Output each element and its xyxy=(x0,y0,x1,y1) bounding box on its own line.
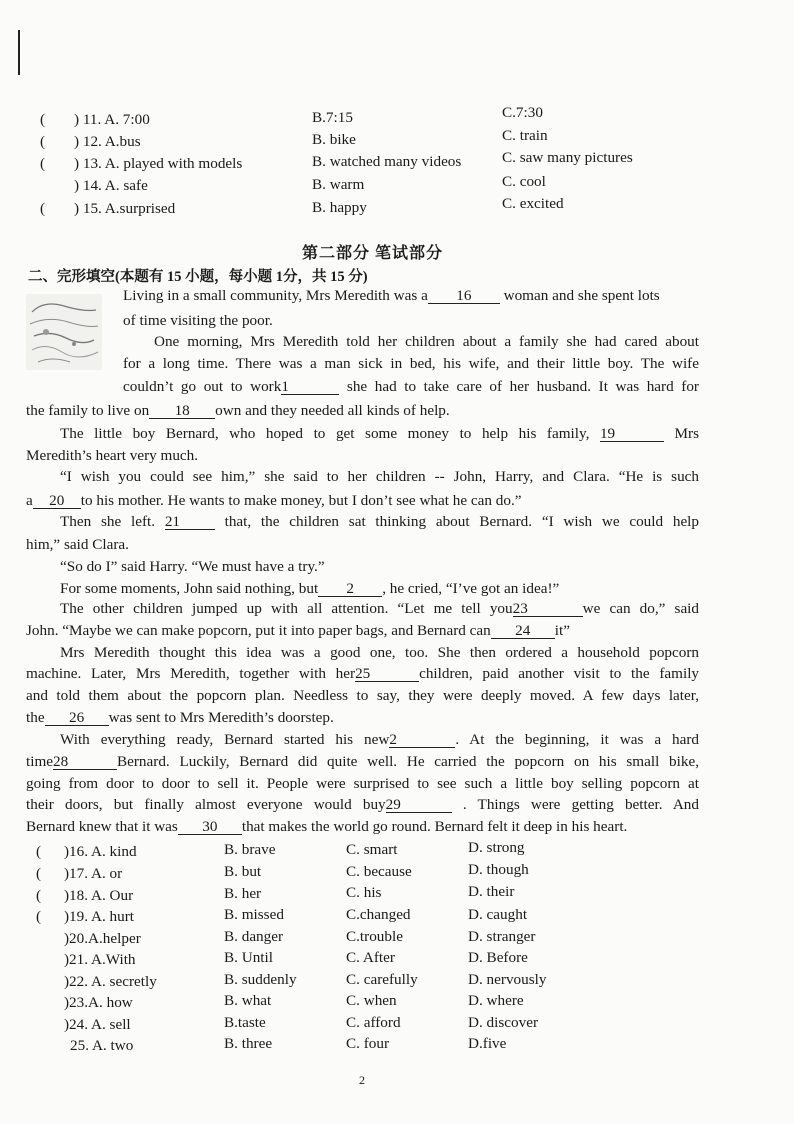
illustration-thumbnail xyxy=(24,292,104,372)
option-c: C. his xyxy=(346,884,382,901)
answer-paren: ( xyxy=(36,887,42,904)
blank-17: 1 xyxy=(281,379,339,395)
option-b: B. suddenly xyxy=(224,971,297,988)
option-d: D. nervously xyxy=(468,971,547,988)
option-c: C. four xyxy=(346,1035,390,1052)
option-d: D. where xyxy=(468,992,524,1009)
passage-line: their doors, but finally almost everyone would buy29 . Things were getting better. And xyxy=(26,796,699,813)
passage-line: the 26 was sent to Mrs Meredith’s doorstep. xyxy=(26,709,334,726)
blank-22: 2 xyxy=(318,581,382,597)
passage-line: One morning, Mrs Meredith told her children about a family she had cared about xyxy=(154,333,699,350)
passage-line: Then she left. 21 that, the children sat thinking about Bernard. “I wish we could help xyxy=(60,513,699,530)
option-c: C. saw many pictures xyxy=(502,149,633,166)
option-b: B. but xyxy=(224,863,262,880)
option-b: B.taste xyxy=(224,1014,266,1031)
margin-bar xyxy=(18,30,20,75)
question-17: )17. A. or xyxy=(64,865,123,882)
option-c: C. when xyxy=(346,992,397,1009)
option-b: B. danger xyxy=(224,928,284,945)
section-heading: 二、完形填空(本题有 15 小题，每小题 1分，共 15 分) xyxy=(28,269,368,285)
option-c: C. excited xyxy=(502,195,564,212)
option-b: B. missed xyxy=(224,906,284,923)
option-c: C. because xyxy=(346,863,412,880)
question-23: )23.A. how xyxy=(64,994,133,1011)
part-two-title: 第二部分 笔试部分 xyxy=(302,245,444,262)
answer-paren: ( xyxy=(40,111,46,128)
passage-line: Bernard knew that it was 30 that makes the world go round. Bernard felt it deep in his heart. xyxy=(26,818,628,835)
option-b: B. Until xyxy=(224,949,273,966)
question-24: )24. A. sell xyxy=(64,1016,131,1033)
blank-28: 28 xyxy=(53,754,117,770)
option-b: B. brave xyxy=(224,841,276,858)
option-c: C.trouble xyxy=(346,928,403,945)
option-d: D. though xyxy=(468,861,529,878)
blank-20: 20 xyxy=(33,493,81,509)
answer-paren: ( xyxy=(36,908,42,925)
passage-line: for a long time. There was a man sick in bed, his wife, and their little boy. The wife xyxy=(123,355,699,372)
blank-26: 26 xyxy=(45,710,109,726)
option-d: D.five xyxy=(468,1035,507,1052)
option-b: B. bike xyxy=(312,131,356,148)
option-d: D. their xyxy=(468,883,515,900)
question-13: ) 13. A. played with models xyxy=(74,155,243,172)
option-b: B. watched many videos xyxy=(312,153,462,170)
question-20: )20.A.helper xyxy=(64,930,141,947)
option-c: C.changed xyxy=(346,906,411,923)
passage-line: With everything ready, Bernard started his new2 . At the beginning, it was a hard xyxy=(60,731,699,748)
passage-line: him,” said Clara. xyxy=(26,536,129,553)
passage-line: and told them about the popcorn plan. Needless to say, they were deeply moved. A few days later, xyxy=(26,687,699,704)
passage-line: time28 Bernard. Luckily, Bernard did quite well. He carried the popcorn on his small bike, xyxy=(26,753,699,770)
option-b: B.7:15 xyxy=(312,109,353,126)
option-b: B. warm xyxy=(312,176,365,193)
blank-24: 24 xyxy=(491,623,555,639)
answer-paren: ( xyxy=(40,155,46,172)
blank-29: 29 xyxy=(386,797,452,813)
passage-line: of time visiting the poor. xyxy=(123,312,273,329)
passage-line: couldn’t go out to work1 she had to take care of her husband. It was hard for xyxy=(123,378,699,395)
passage-line: machine. Later, Mrs Meredith, together with her25 children, paid another visit to the family xyxy=(26,665,700,682)
option-b: B. three xyxy=(224,1035,273,1052)
passage-line: the family to live on 18 own and they needed all kinds of help. xyxy=(26,402,450,419)
answer-paren: ( xyxy=(40,200,46,217)
option-c: C. cool xyxy=(502,173,546,190)
passage-line: a 20 to his mother. He wants to make money, but I don’t see what he can do.” xyxy=(26,492,522,509)
page-number: 2 xyxy=(359,1073,365,1087)
passage-line: going from door to door to sell it. People were surprised to see such a little boy selling popcorn at xyxy=(26,775,699,792)
question-18: )18. A. Our xyxy=(64,887,134,904)
question-19: )19. A. hurt xyxy=(64,908,135,925)
blank-21: 21 xyxy=(165,514,215,530)
passage-line: “So do I” said Harry. “We must have a try.” xyxy=(60,558,325,575)
option-c: C. afford xyxy=(346,1014,401,1031)
question-14: ) 14. A. safe xyxy=(74,177,148,194)
blank-19: 19 xyxy=(600,426,664,442)
passage-line: Mrs Meredith thought this idea was a good one, too. She then ordered a household popcorn xyxy=(60,644,699,661)
blank-18: 18 xyxy=(149,403,215,419)
blank-30: 30 xyxy=(178,819,242,835)
passage-line: “I wish you could see him,” she said to her children -- John, Harry, and Clara. “He is such xyxy=(60,468,699,485)
answer-paren: ( xyxy=(36,865,42,882)
passage-line: The other children jumped up with all attention. “Let me tell you23 we can do,” said xyxy=(60,600,699,617)
answer-paren: ( xyxy=(40,133,46,150)
option-d: D. caught xyxy=(468,906,528,923)
question-12: ) 12. A.bus xyxy=(74,133,141,150)
passage-line: Living in a small community, Mrs Meredith was a 16 woman and she spent lots xyxy=(123,287,660,304)
option-c: C. After xyxy=(346,949,395,966)
blank-25: 25 xyxy=(355,666,419,682)
blank-27: 2 xyxy=(389,732,455,748)
option-c: C.7:30 xyxy=(502,104,543,121)
question-21: )21. A.With xyxy=(64,951,136,968)
option-c: C. train xyxy=(502,127,548,144)
question-15: ) 15. A.surprised xyxy=(74,200,176,217)
passage-line: The little boy Bernard, who hoped to get some money to help his family, 19 Mrs xyxy=(60,425,699,442)
option-d: D. Before xyxy=(468,949,528,966)
option-b: B. her xyxy=(224,885,262,902)
option-c: C. smart xyxy=(346,841,398,858)
question-25: 25. A. two xyxy=(70,1037,134,1054)
option-d: D. strong xyxy=(468,839,525,856)
option-d: D. stranger xyxy=(468,928,536,945)
answer-paren: ( xyxy=(36,843,42,860)
question-16: )16. A. kind xyxy=(64,843,137,860)
blank-23: 23 xyxy=(513,601,583,617)
passage-line: For some moments, John said nothing, but 2 , he cried, “I’ve got an idea!” xyxy=(60,580,560,597)
question-11: ) 11. A. 7:00 xyxy=(74,111,150,128)
option-b: B. what xyxy=(224,992,272,1009)
option-d: D. discover xyxy=(468,1014,539,1031)
passage-line: Meredith’s heart very much. xyxy=(26,447,199,464)
option-c: C. carefully xyxy=(346,971,418,988)
option-b: B. happy xyxy=(312,199,367,216)
passage-line: John. “Maybe we can make popcorn, put it into paper bags, and Bernard can 24 it” xyxy=(26,622,570,639)
blank-16: 16 xyxy=(428,288,500,304)
question-22: )22. A. secretly xyxy=(64,973,157,990)
